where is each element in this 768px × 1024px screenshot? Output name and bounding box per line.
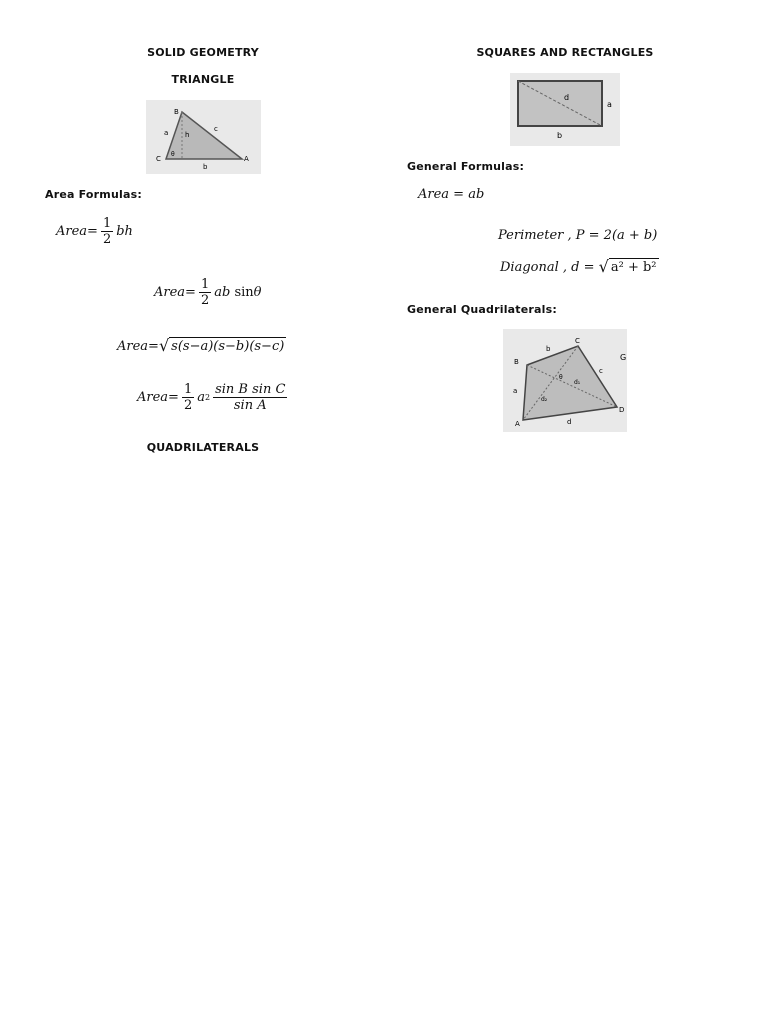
quadrilaterals-heading: QUADRILATERALS [146,441,260,454]
svg-text:G: G [620,353,627,362]
rectangle-figure [510,73,620,146]
svg-text:B: B [514,358,519,366]
formula-area-half-bh: Area = $\frac{1}{2}$ bh [56,216,133,247]
svg-text:a: a [513,387,518,395]
svg-text:A: A [515,420,520,428]
svg-text:d₂: d₂ [541,396,548,403]
svg-text:c: c [599,367,603,375]
svg-text:C: C [156,155,161,163]
svg-text:A: A [244,155,249,163]
svg-text:d: d [564,93,570,102]
formula-area-half-ab-sin: Area = $\frac{1}{2}$ ab sin θ [154,277,262,308]
svg-text:θ: θ [559,374,563,381]
quadrilateral-figure [503,329,627,432]
svg-text:b: b [203,163,208,171]
title-solid-geometry: SOLID GEOMETRY [147,46,259,59]
formula-area-sines: Area = $\frac{1}{2}$ a 2 $\frac{\text{sin B sin C}}{\text{sin A}}$ [137,382,286,413]
general-formulas-heading: General Formulas: [407,160,525,173]
svg-text:a: a [164,129,169,137]
svg-text:C: C [575,337,580,345]
svg-text:b: b [557,131,563,140]
formula-rect-diagonal: Diagonal , d = √ a² + b² [500,257,657,276]
svg-text:B: B [174,108,179,116]
svg-text:θ: θ [171,151,175,158]
formula-rect-area: Area = ab [418,187,485,202]
svg-text:h: h [185,131,190,139]
triangle-figure [146,100,261,174]
formula-area-heron: Area = √ s(s−a)(s−b)(s−c) [117,336,285,355]
svg-text:d: d [567,418,572,426]
svg-text:b: b [546,345,551,353]
title-triangle: TRIANGLE [171,73,235,86]
svg-text:d₁: d₁ [574,379,581,386]
general-quadrilaterals-heading: General Quadrilaterals: [407,303,557,316]
svg-text:a: a [607,100,612,109]
svg-text:c: c [214,125,218,133]
area-formulas-heading: Area Formulas: [45,188,142,201]
svg-text:D: D [619,406,625,414]
title-squares-rectangles: SQUARES AND RECTANGLES [476,46,654,59]
formula-rect-perimeter: Perimeter , P = 2(a + b) [498,228,658,243]
